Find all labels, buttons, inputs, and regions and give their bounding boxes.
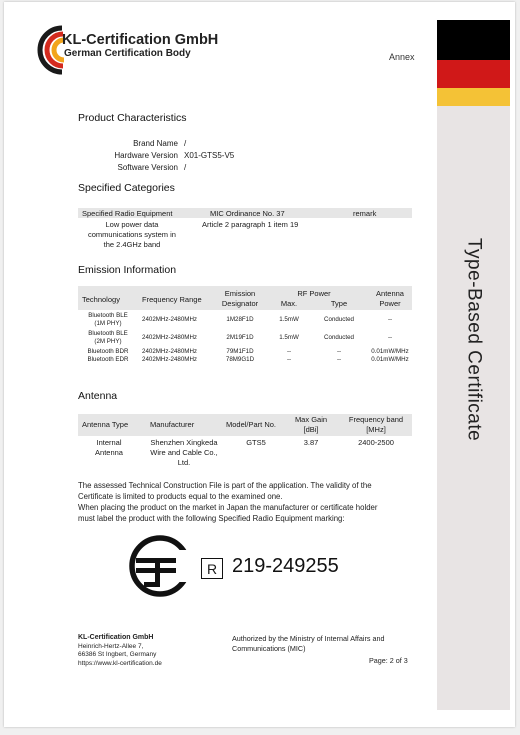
designator-cell: 78M9G1D: [225, 356, 255, 363]
tech-line: (1M PHY): [94, 320, 122, 327]
kv-value: /: [184, 163, 187, 172]
col-header-antenna-1: Antenna: [376, 289, 404, 298]
flag-gold-stripe: [437, 88, 510, 106]
equipment-cell: [82, 220, 182, 250]
document-page: [4, 2, 515, 727]
col-header-designator-2: Designator: [221, 299, 259, 308]
tech-line: (2M PHY): [94, 338, 122, 345]
designator-cell: 1M28F1D: [226, 316, 254, 323]
antenna-type-line: Antenna: [95, 448, 123, 457]
tech-line: Bluetooth BLE: [88, 312, 128, 319]
equipment-line: Low power data: [105, 220, 159, 229]
body-line: must label the product with the following Specified Radio Equipment marking:: [78, 514, 345, 523]
tech-line: Bluetooth BLE: [88, 330, 128, 337]
antenna-cell: 0.01mW/MHz: [371, 356, 409, 363]
footer-street: Heinrich-Hertz-Allee 7,: [78, 642, 144, 650]
col-header-technology: Technology: [82, 295, 120, 304]
manufacturer-line: Wire and Cable Co.,: [150, 448, 218, 457]
flag-black-stripe: [437, 20, 510, 60]
col-header-antenna-type: Antenna Type: [82, 420, 129, 429]
authorized-line: Communications (MIC): [232, 643, 306, 653]
giteki-mark-icon: [124, 530, 196, 602]
categories-heading: Specified Categories: [78, 182, 175, 194]
antenna-cell: --: [387, 334, 393, 341]
antenna-heading: Antenna: [78, 390, 118, 402]
body-line: Certificate is limited to products equal to the examined one.: [78, 492, 283, 501]
body-line: When placing the product on the market in Japan the manufacturer or certificate holder: [78, 503, 378, 512]
annex-label: Annex: [389, 52, 415, 62]
tech-cell: Bluetooth EDR: [87, 356, 129, 363]
footer-address: [78, 634, 162, 668]
freq-cell: 2402MHz-2480MHz: [142, 316, 198, 323]
kv-row: [78, 150, 234, 162]
antenna-type-line: Internal: [96, 438, 122, 447]
type-cell: --: [336, 356, 342, 363]
company-subtitle: German Certification Body: [64, 48, 191, 59]
col-header-band-2: [MHz]: [366, 425, 386, 434]
max-cell: --: [286, 348, 292, 355]
flag-red-stripe: [437, 60, 510, 88]
col-header-rf-power: RF Power: [297, 289, 331, 298]
authorized-line: Authorized by the Ministry of Internal Affairs and: [232, 634, 385, 643]
col-header-manufacturer: Manufacturer: [150, 420, 195, 429]
kv-value: /: [184, 139, 187, 148]
kv-row: [78, 138, 234, 150]
sidebar-band: [437, 20, 510, 710]
freq-cell: 2402MHz-2480MHz: [142, 348, 198, 355]
antenna-cell: 0.01mW/MHz: [371, 348, 409, 355]
manufacturer-line: Ltd.: [177, 458, 191, 467]
freq-cell: 2402MHz-2480MHz: [142, 356, 198, 363]
page-number: Page: 2 of 3: [369, 656, 408, 665]
max-cell: 1.5mW: [279, 334, 299, 341]
designator-cell: 2M19F1D: [226, 334, 254, 341]
designator-cell: 79M1F1D: [226, 348, 254, 355]
kv-key: Software Version: [117, 163, 178, 172]
type-cell: --: [336, 348, 342, 355]
max-cell: --: [286, 356, 292, 363]
categories-table: [78, 208, 412, 258]
side-title: [437, 130, 510, 550]
col-header-designator-1: Emission: [224, 289, 256, 298]
side-title-text: Type-Based Certificate: [463, 238, 485, 442]
band-cell: 2400-2500: [358, 438, 394, 447]
equipment-line: the 2.4GHz band: [103, 240, 161, 249]
kv-key: Brand Name: [133, 139, 178, 148]
col-header-type: Type: [330, 299, 348, 308]
kv-row: [78, 162, 234, 174]
antenna-type-cell: [78, 438, 140, 458]
r-letter: R: [206, 560, 218, 577]
manufacturer-cell: [140, 438, 228, 468]
footer-website: https://www.kl-certification.de: [78, 659, 162, 667]
company-name: KL-Certification GmbH: [62, 32, 219, 48]
footer-authorization: [232, 634, 384, 653]
table-row: [78, 356, 412, 365]
article-cell: Article 2 paragraph 1 item 19: [202, 220, 299, 229]
col-header-max: Max.: [280, 299, 298, 308]
tech-cell: Bluetooth BDR: [87, 348, 129, 355]
antenna-cell: --: [387, 316, 393, 323]
col-header-ordinance: MIC Ordinance No. 37: [210, 209, 285, 218]
type-cell: Conducted: [324, 334, 354, 341]
table-row: [78, 312, 412, 330]
col-header-frequency: Frequency Range: [142, 295, 202, 304]
company-logo: [32, 24, 66, 76]
body-line: The assessed Technical Construction File is part of the application. The validity of the: [78, 481, 372, 490]
col-header-band-1: Frequency band: [348, 415, 404, 424]
certificate-number: 219-249255: [232, 555, 339, 577]
footer-company: KL-Certification GmbH: [78, 634, 154, 641]
freq-cell: 2402MHz-2480MHz: [142, 334, 198, 341]
col-header-gain-1: Max Gain: [294, 415, 328, 424]
model-cell: GTS5: [246, 438, 266, 447]
r-mark: [201, 558, 223, 579]
footer-city: 66386 St Ingbert, Germany: [78, 651, 157, 658]
col-header-gain-2: [dBi]: [303, 425, 319, 434]
logo-arcs-icon: [32, 24, 66, 76]
emission-heading: Emission Information: [78, 264, 177, 276]
emission-table: [78, 286, 412, 376]
product-heading: Product Characteristics: [78, 112, 187, 124]
validity-paragraph: [78, 480, 428, 524]
equipment-line: communications system in: [88, 230, 176, 239]
col-header-remark: remark: [353, 209, 377, 218]
col-header-equipment: Specified Radio Equipment: [82, 209, 173, 218]
product-characteristics: [78, 138, 234, 174]
type-cell: Conducted: [324, 316, 354, 323]
manufacturer-line: Shenzhen Xingkeda: [150, 438, 218, 447]
col-header-antenna-2: Power: [379, 299, 401, 308]
col-header-model: Model/Part No.: [226, 420, 277, 429]
gain-cell: 3.87: [303, 438, 319, 447]
max-cell: 1.5mW: [279, 316, 299, 323]
kv-value: X01-GTS5-V5: [184, 151, 235, 160]
table-row: [78, 330, 412, 348]
antenna-table: [78, 414, 412, 474]
kv-key: Hardware Version: [114, 151, 178, 160]
